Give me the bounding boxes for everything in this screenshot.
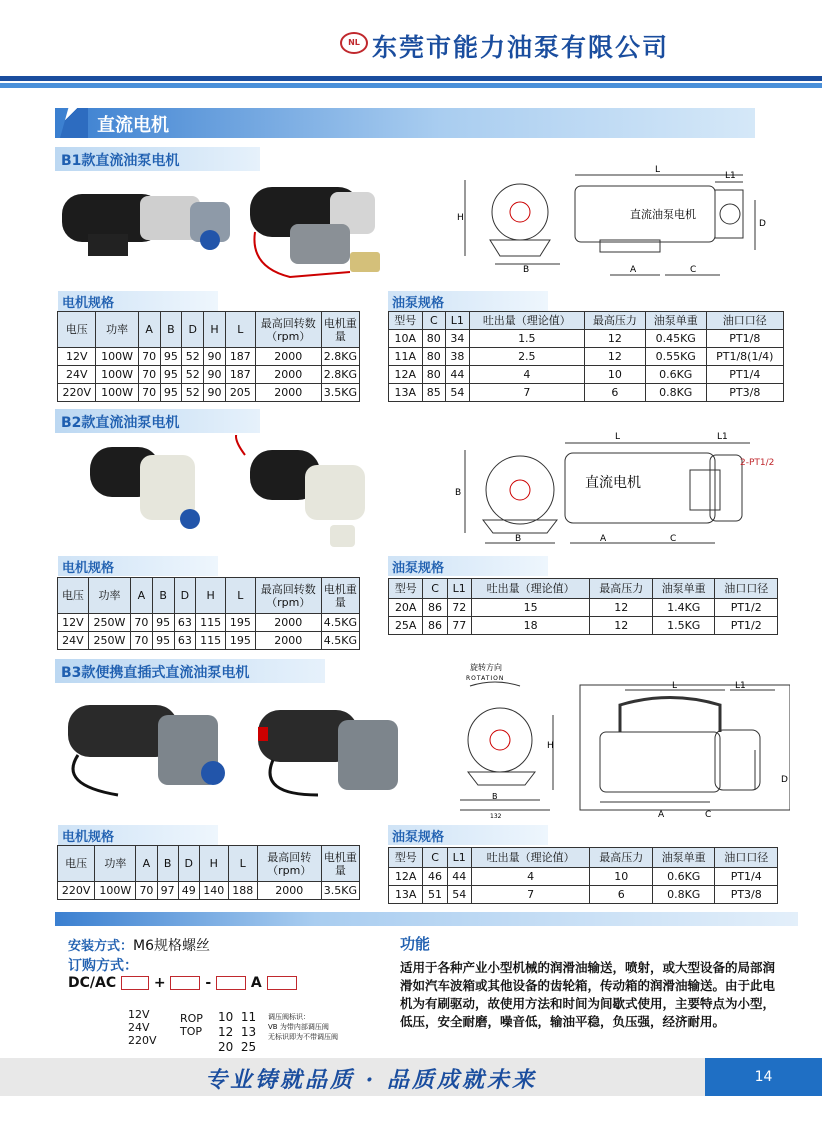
table-cell: 54 [447,886,471,904]
table-cell: 187 [225,348,255,366]
table-cell: 100W [96,366,138,384]
b3-dim-L1: L1 [735,681,746,691]
col-max-pressure: 最高压力 [590,848,652,868]
table-cell: 63 [174,614,196,632]
b1-dim-B: B [523,265,530,275]
b3-dimension-drawing [440,660,790,820]
table-cell: 25A [389,617,423,635]
table-cell: 18 [471,617,590,635]
table-cell: 13A [389,886,423,904]
b2-diagram-label: 直流电机 [585,475,641,491]
table-cell: 100W [96,384,138,402]
b3-dim-H: H [547,741,554,751]
table-cell: 0.6KG [652,868,714,886]
order-suffix: A [250,975,262,991]
b1-pump-spec-title: 油泵规格 [388,291,548,311]
b1-diagram-label: 直流油泵电机 [630,208,696,221]
b2-product-photos [80,435,390,555]
col-h: H [196,578,226,614]
col-motor-weight: 电机重量 [321,578,359,614]
col-model: 型号 [389,312,423,330]
table-cell: 4.5KG [321,614,359,632]
b1-motor-photo-2 [250,187,380,277]
order-sizes: 10 11 12 13 20 25 [218,1010,257,1054]
table-cell: 95 [152,614,174,632]
b1-motor-photo-1 [62,194,230,256]
table-cell: 70 [138,384,160,402]
table-cell: 85 [422,384,446,402]
col-a: A [138,312,160,348]
order-code [68,975,297,991]
b2-dim-C: C [670,534,677,544]
b3-motor-table [57,845,360,900]
col-port: 油口口径 [706,312,783,330]
table-cell: 34 [446,330,470,348]
table-cell: 1.5 [469,330,584,348]
function-text: 适用于各种产业小型机械的润滑油输送，喷射，或大型设备的局部润滑如汽车波箱或其他设备的齿轮箱，传动箱的润滑油输送。由于此电机为有刷驱动，故使用方法和时间为间歇式使用，主要特点为小型，低压，安全耐磨，噪音低，输油平稳，负压强，经济耐用。 [400,960,776,1029]
table-cell: 0.55KG [645,348,706,366]
col-flow: 吐出量（理论值） [469,312,584,330]
table-cell: 95 [160,366,182,384]
table-cell: 0.45KG [645,330,706,348]
col-l1: L1 [447,848,471,868]
b2-pump-table [388,578,778,635]
table-cell: PT3/8 [706,384,783,402]
table-cell: 86 [423,599,447,617]
table-cell: 97 [157,882,178,900]
table-cell: 11A [389,348,423,366]
b3-title: B3款便携直插式直流油泵电机 [55,659,325,683]
col-flow: 吐出量（理论值） [471,579,590,599]
header-divider [0,76,822,88]
table-cell: 4.5KG [321,632,359,650]
table-cell: PT1/8(1/4) [706,348,783,366]
table-cell: 2000 [255,366,321,384]
order-prefix: DC/AC [68,975,117,991]
b1-dim-L1: L1 [725,171,736,181]
col-l1: L1 [447,579,471,599]
b2-motor-photo-1 [90,447,200,529]
order-box-valve [267,976,297,990]
table-cell: 100W [95,882,136,900]
table-cell: 3.5KG [321,384,359,402]
table-cell: 2000 [255,384,321,402]
install-method [68,935,210,955]
b1-dim-A: A [630,265,637,275]
b1-product-photos [50,172,390,287]
col-b: B [157,846,178,882]
install-value: M6规格螺丝 [133,938,211,954]
table-cell: 12 [585,330,646,348]
table-cell: 12 [590,617,652,635]
table-cell: 220V [58,384,96,402]
table-cell: 90 [204,366,226,384]
b2-pump-rows [389,599,778,635]
order-box-size [216,976,246,990]
table-cell: 38 [446,348,470,366]
function-title: 功能 [400,935,431,953]
table-cell: 12A [389,868,423,886]
table-cell: 187 [225,366,255,384]
order-note [268,1012,338,1042]
table-row [389,886,778,904]
b3-rotation-en: ROTATION [466,675,505,682]
table-cell: 250W [88,614,130,632]
table-cell: 2000 [257,882,321,900]
b2-title: B2款直流油泵电机 [55,409,260,433]
col-voltage: 电压 [58,578,89,614]
b3-motor-rows [58,882,360,900]
table-cell: 12V [58,348,96,366]
b3-dim-B: B [492,792,498,801]
order-types: ROP TOP [180,1012,203,1038]
page-number: 14 [705,1058,822,1096]
table-cell: 52 [182,384,204,402]
table-cell: 140 [199,882,228,900]
order-label: 订购方式： [68,958,138,974]
table-cell: 70 [136,882,157,900]
table-cell: 2000 [255,348,321,366]
b1-pump-rows [389,330,784,402]
b1-dim-H: H [457,213,464,223]
table-cell: 10 [590,868,652,886]
table-cell: 220V [58,882,95,900]
table-cell: 95 [152,632,174,650]
table-cell: 2.5 [469,348,584,366]
b2-pump-spec-title: 油泵规格 [388,556,548,576]
b2-motor-photo-2 [236,435,365,547]
col-d: D [174,578,196,614]
table-cell: 12V [58,614,89,632]
table-cell: PT3/8 [715,886,778,904]
col-model: 型号 [389,848,423,868]
table-cell: 49 [178,882,199,900]
company-logo: NL [340,32,368,54]
table-cell: 115 [196,632,226,650]
table-row [58,882,360,900]
col-model: 型号 [389,579,423,599]
table-cell: PT1/4 [715,868,778,886]
table-row [58,614,360,632]
b3-dim-A: A [658,810,665,820]
table-cell: 195 [225,632,255,650]
col-voltage: 电压 [58,846,95,882]
table-cell: 2.8KG [321,348,359,366]
table-row [389,348,784,366]
table-cell: 52 [182,366,204,384]
footer-slogan: 专业铸就品质 · 品质成就未来 [205,1067,537,1093]
table-cell: 6 [585,384,646,402]
b2-dimension-drawing [455,425,785,550]
table-cell: PT1/2 [715,599,778,617]
col-a: A [136,846,157,882]
table-cell: 90 [204,384,226,402]
b3-pump-table [388,847,778,904]
b2-motor-spec-title: 电机规格 [58,556,218,576]
order-note-title: 调压阀标识： [268,1013,310,1021]
col-c: C [423,848,447,868]
order-dash: - [205,975,212,991]
col-a: A [131,578,153,614]
b2-motor-table [57,577,360,650]
table-cell: 205 [225,384,255,402]
col-d: D [182,312,204,348]
table-cell: 0.8KG [645,384,706,402]
col-max-rpm: 最高回转数（rpm） [255,578,321,614]
table-cell: PT1/4 [706,366,783,384]
b1-dim-C: C [690,265,697,275]
table-row [389,330,784,348]
col-pump-weight: 油泵单重 [652,579,714,599]
col-l: L [225,312,255,348]
table-cell: 2000 [255,632,321,650]
b3-dim-C: C [705,810,712,820]
col-max-pressure: 最高压力 [585,312,646,330]
b1-dim-D: D [759,219,766,229]
table-row [389,868,778,886]
col-c: C [423,579,447,599]
b1-motor-rows [58,348,360,402]
col-max-pressure: 最高压力 [590,579,652,599]
table-cell: 70 [138,348,160,366]
table-cell: 15 [471,599,590,617]
table-cell: 90 [204,348,226,366]
col-motor-weight: 电机重量 [321,312,359,348]
order-note-1: VB 为带内部调压阀 [268,1023,329,1031]
table-row [389,366,784,384]
table-row [389,599,778,617]
b1-title: B1款直流油泵电机 [55,147,260,171]
table-row [58,384,360,402]
table-cell: 95 [160,348,182,366]
b3-product-photos [58,685,408,805]
col-pump-weight: 油泵单重 [652,848,714,868]
col-voltage: 电压 [58,312,96,348]
b3-motor-photo-1 [68,705,225,795]
order-box-type [170,976,200,990]
table-cell: PT1/2 [715,617,778,635]
table-cell: 250W [88,632,130,650]
table-cell: 70 [131,614,153,632]
table-cell: 4 [471,868,590,886]
b3-dim-L: L [672,681,678,691]
table-cell: 63 [174,632,196,650]
table-cell: 1.5KG [652,617,714,635]
b1-motor-table [57,311,360,402]
col-port: 油口口径 [715,848,778,868]
col-d: D [178,846,199,882]
col-h: H [204,312,226,348]
b2-dim-L: L [615,432,621,442]
table-row [58,366,360,384]
table-cell: 80 [422,366,446,384]
table-cell: 115 [196,614,226,632]
col-b: B [152,578,174,614]
table-cell: 44 [446,366,470,384]
table-cell: 12A [389,366,423,384]
table-cell: 188 [228,882,257,900]
table-cell: 1.4KG [652,599,714,617]
section-title-bar [55,108,755,138]
table-cell: 10 [585,366,646,384]
order-volts: 12V 24V 220V [128,1008,157,1047]
col-h: H [199,846,228,882]
table-cell: 3.5KG [321,882,359,900]
b1-dim-L: L [655,165,661,175]
order-plus: + [153,975,166,991]
b1-pump-table [388,311,784,402]
b2-motor-rows [58,614,360,650]
order-box-voltage [121,976,149,990]
table-cell: 12 [585,348,646,366]
col-power: 功率 [96,312,138,348]
table-cell: 95 [160,384,182,402]
table-row [389,384,784,402]
b2-port-label: 2-PT1/2 [740,458,775,468]
col-b: B [160,312,182,348]
col-c: C [422,312,446,330]
col-l: L [228,846,257,882]
b3-dim-132: 132 [490,813,502,820]
table-cell: 7 [469,384,584,402]
table-cell: 80 [422,348,446,366]
table-cell: 2.8KG [321,366,359,384]
install-label: 安装方式： [68,939,134,954]
b2-dim-A: A [600,534,607,544]
col-flow: 吐出量（理论值） [471,848,590,868]
table-cell: PT1/8 [706,330,783,348]
table-cell: 52 [182,348,204,366]
table-row [58,348,360,366]
table-cell: 0.6KG [645,366,706,384]
b1-dimension-drawing [445,160,785,280]
b2-dim-B: B [515,534,522,544]
table-cell: 13A [389,384,423,402]
table-cell: 12 [590,599,652,617]
b3-motor-photo-2 [258,710,398,795]
table-cell: 10A [389,330,423,348]
table-row [58,632,360,650]
table-cell: 72 [447,599,471,617]
col-port: 油口口径 [715,579,778,599]
table-cell: 100W [96,348,138,366]
b2-dim-B-side: B [455,488,462,498]
table-cell: 54 [446,384,470,402]
table-cell: 70 [138,366,160,384]
b3-pump-spec-title: 油泵规格 [388,825,548,845]
table-row [389,617,778,635]
table-cell: 24V [58,366,96,384]
b3-motor-spec-title: 电机规格 [58,825,218,845]
bottom-divider-bar [55,912,798,926]
table-cell: 86 [423,617,447,635]
b3-rotation-cn: 旋转方向 [470,663,502,672]
table-cell: 2000 [255,614,321,632]
table-cell: 195 [225,614,255,632]
table-cell: 51 [423,886,447,904]
table-cell: 20A [389,599,423,617]
b3-pump-rows [389,868,778,904]
table-cell: 7 [471,886,590,904]
col-l1: L1 [446,312,470,330]
table-cell: 44 [447,868,471,886]
section-title: 直流电机 [97,115,169,136]
col-max-rpm: 最高回转（rpm） [257,846,321,882]
table-cell: 0.8KG [652,886,714,904]
col-power: 功率 [88,578,130,614]
col-motor-weight: 电机重量 [321,846,359,882]
table-cell: 4 [469,366,584,384]
table-cell: 70 [131,632,153,650]
b2-dim-L1: L1 [717,432,728,442]
col-l: L [225,578,255,614]
table-cell: 6 [590,886,652,904]
b1-motor-spec-title: 电机规格 [58,291,218,311]
table-cell: 24V [58,632,89,650]
table-cell: 80 [422,330,446,348]
col-power: 功率 [95,846,136,882]
table-cell: 77 [447,617,471,635]
b3-dim-D: D [781,775,788,785]
col-max-rpm: 最高回转数（rpm） [255,312,321,348]
col-pump-weight: 油泵单重 [645,312,706,330]
company-name: 东莞市能力油泵有限公司 [372,33,670,62]
order-note-2: 无标识即为不带调压阀 [268,1033,338,1041]
table-cell: 46 [423,868,447,886]
